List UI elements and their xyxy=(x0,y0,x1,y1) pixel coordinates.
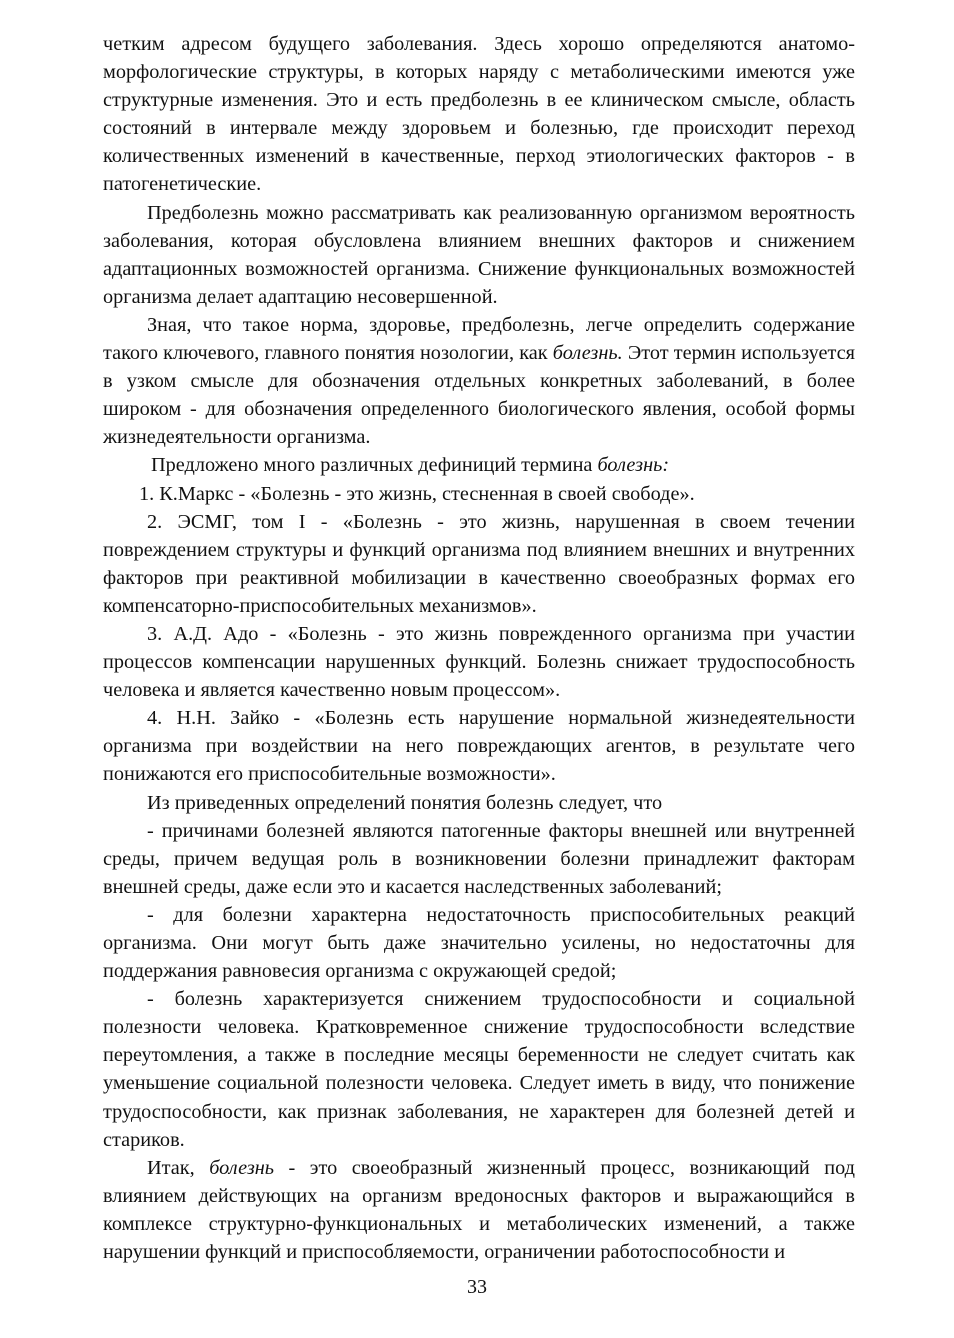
definition-ado: 3. А.Д. Адо - «Болезнь - это жизнь поврежденного организма при участии процессов компенсации нарушенных функций. Болезнь снижает трудоспособность человека и является качественно новым процессом». xyxy=(103,622,855,702)
paragraph-disease-concept xyxy=(103,311,855,451)
emphasis-term: болезнь: xyxy=(597,454,670,477)
emphasis-term: болезнь. xyxy=(552,342,623,365)
definition-marx: 1. К.Маркс - «Болезнь - это жизнь, стесненная в своей свободе». xyxy=(139,482,695,505)
bullet-adaptation: - для болезни характерна недостаточность приспособительных реакций организма. Они могут быть даже значительно усилены, но недостаточны для поддержания равновесия организма с окружающей средой; xyxy=(103,903,855,983)
bullet-causes: - причинами болезней являются патогенные факторы внешней или внутренней среды, причем ведущая роль в возникновении болезни принадлежит факторам внешней среды, даже если это и касается наследственных заболеваний; xyxy=(103,819,855,898)
emphasis-term: болезнь xyxy=(209,1156,275,1179)
text-run: - это своеобразный жизненный процесс, возникающий под влиянием действующих на организм вредоносных факторов и выражающийся в комплексе структурно-функциональных и метаболических изменений, а также нарушении функций и приспособляемости, ограничении работоспособности и xyxy=(103,1156,855,1264)
paragraph-summary xyxy=(103,1154,855,1266)
paragraph-conclusion-intro: Из приведенных определений понятия болезнь следует, что xyxy=(147,791,663,814)
definition-zaiko: 4. Н.Н. Зайко - «Болезнь есть нарушение нормальной жизнедеятельности организма при воздействии на него повреждающих агентов, в результате чего понижаются его приспособительные возможности». xyxy=(103,707,855,786)
paragraph-continuation: четким адресом будущего заболевания. Здесь хорошо определяются анатомо-морфологические структуры, в которых наряду с метаболическими имеются уже структурные изменения. Это и есть предболезнь в ее клиническом смысле, область состояний в интервале между здоровьем и болезнью, где происходит переход количественных изменений в качественные, перход этиологических факторов - в патогенетические. xyxy=(103,33,855,196)
text-run: Этот термин используется в узком смысле для обозначения отдельных конкретных заболеваний, в более широком - для обозначения определенного биологического явления, особой формы жизнедеятельности организма. xyxy=(103,342,855,449)
definition-esmg: 2. ЭСМГ, том I - «Болезнь - это жизнь, нарушенная в своем течении повреждением структуры и функций организма под влиянием внешних и внутренних факторов при реактивной мобилизации в качественно своеобразных формах его компенсаторно-приспособительных механизмов». xyxy=(103,510,855,617)
text-run: Предложено много различных дефиниций термина xyxy=(151,454,598,477)
text-run: Итак, xyxy=(147,1156,210,1179)
document-page xyxy=(103,30,855,1266)
text-run: Зная, что такое норма, здоровье, предболезнь, легче определить содержание такого ключевого, главного понятия нозологии, как xyxy=(103,313,855,365)
bullet-work-capacity: - болезнь характеризуется снижением трудоспособности и социальной полезности человека. Кратковременное снижение трудоспособности вследствие переутомления, а также в последние месяцы беременности не следует считать как уменьшение социальной полезности человека. Следует иметь в виду, что понижение трудоспособности, как признак заболевания, не характерен для болезней детей и стариков. xyxy=(103,988,855,1151)
page-number: 33 xyxy=(467,1276,487,1298)
paragraph-definitions-intro xyxy=(103,451,855,479)
paragraph-predisease: Предболезнь можно рассматривать как реализованную организмом вероятность заболевания, которая обусловлена влиянием внешних факторов и снижением адаптационных возможностей организма. Снижение функциональных возможностей организма делает адаптацию несовершенной. xyxy=(103,201,855,308)
